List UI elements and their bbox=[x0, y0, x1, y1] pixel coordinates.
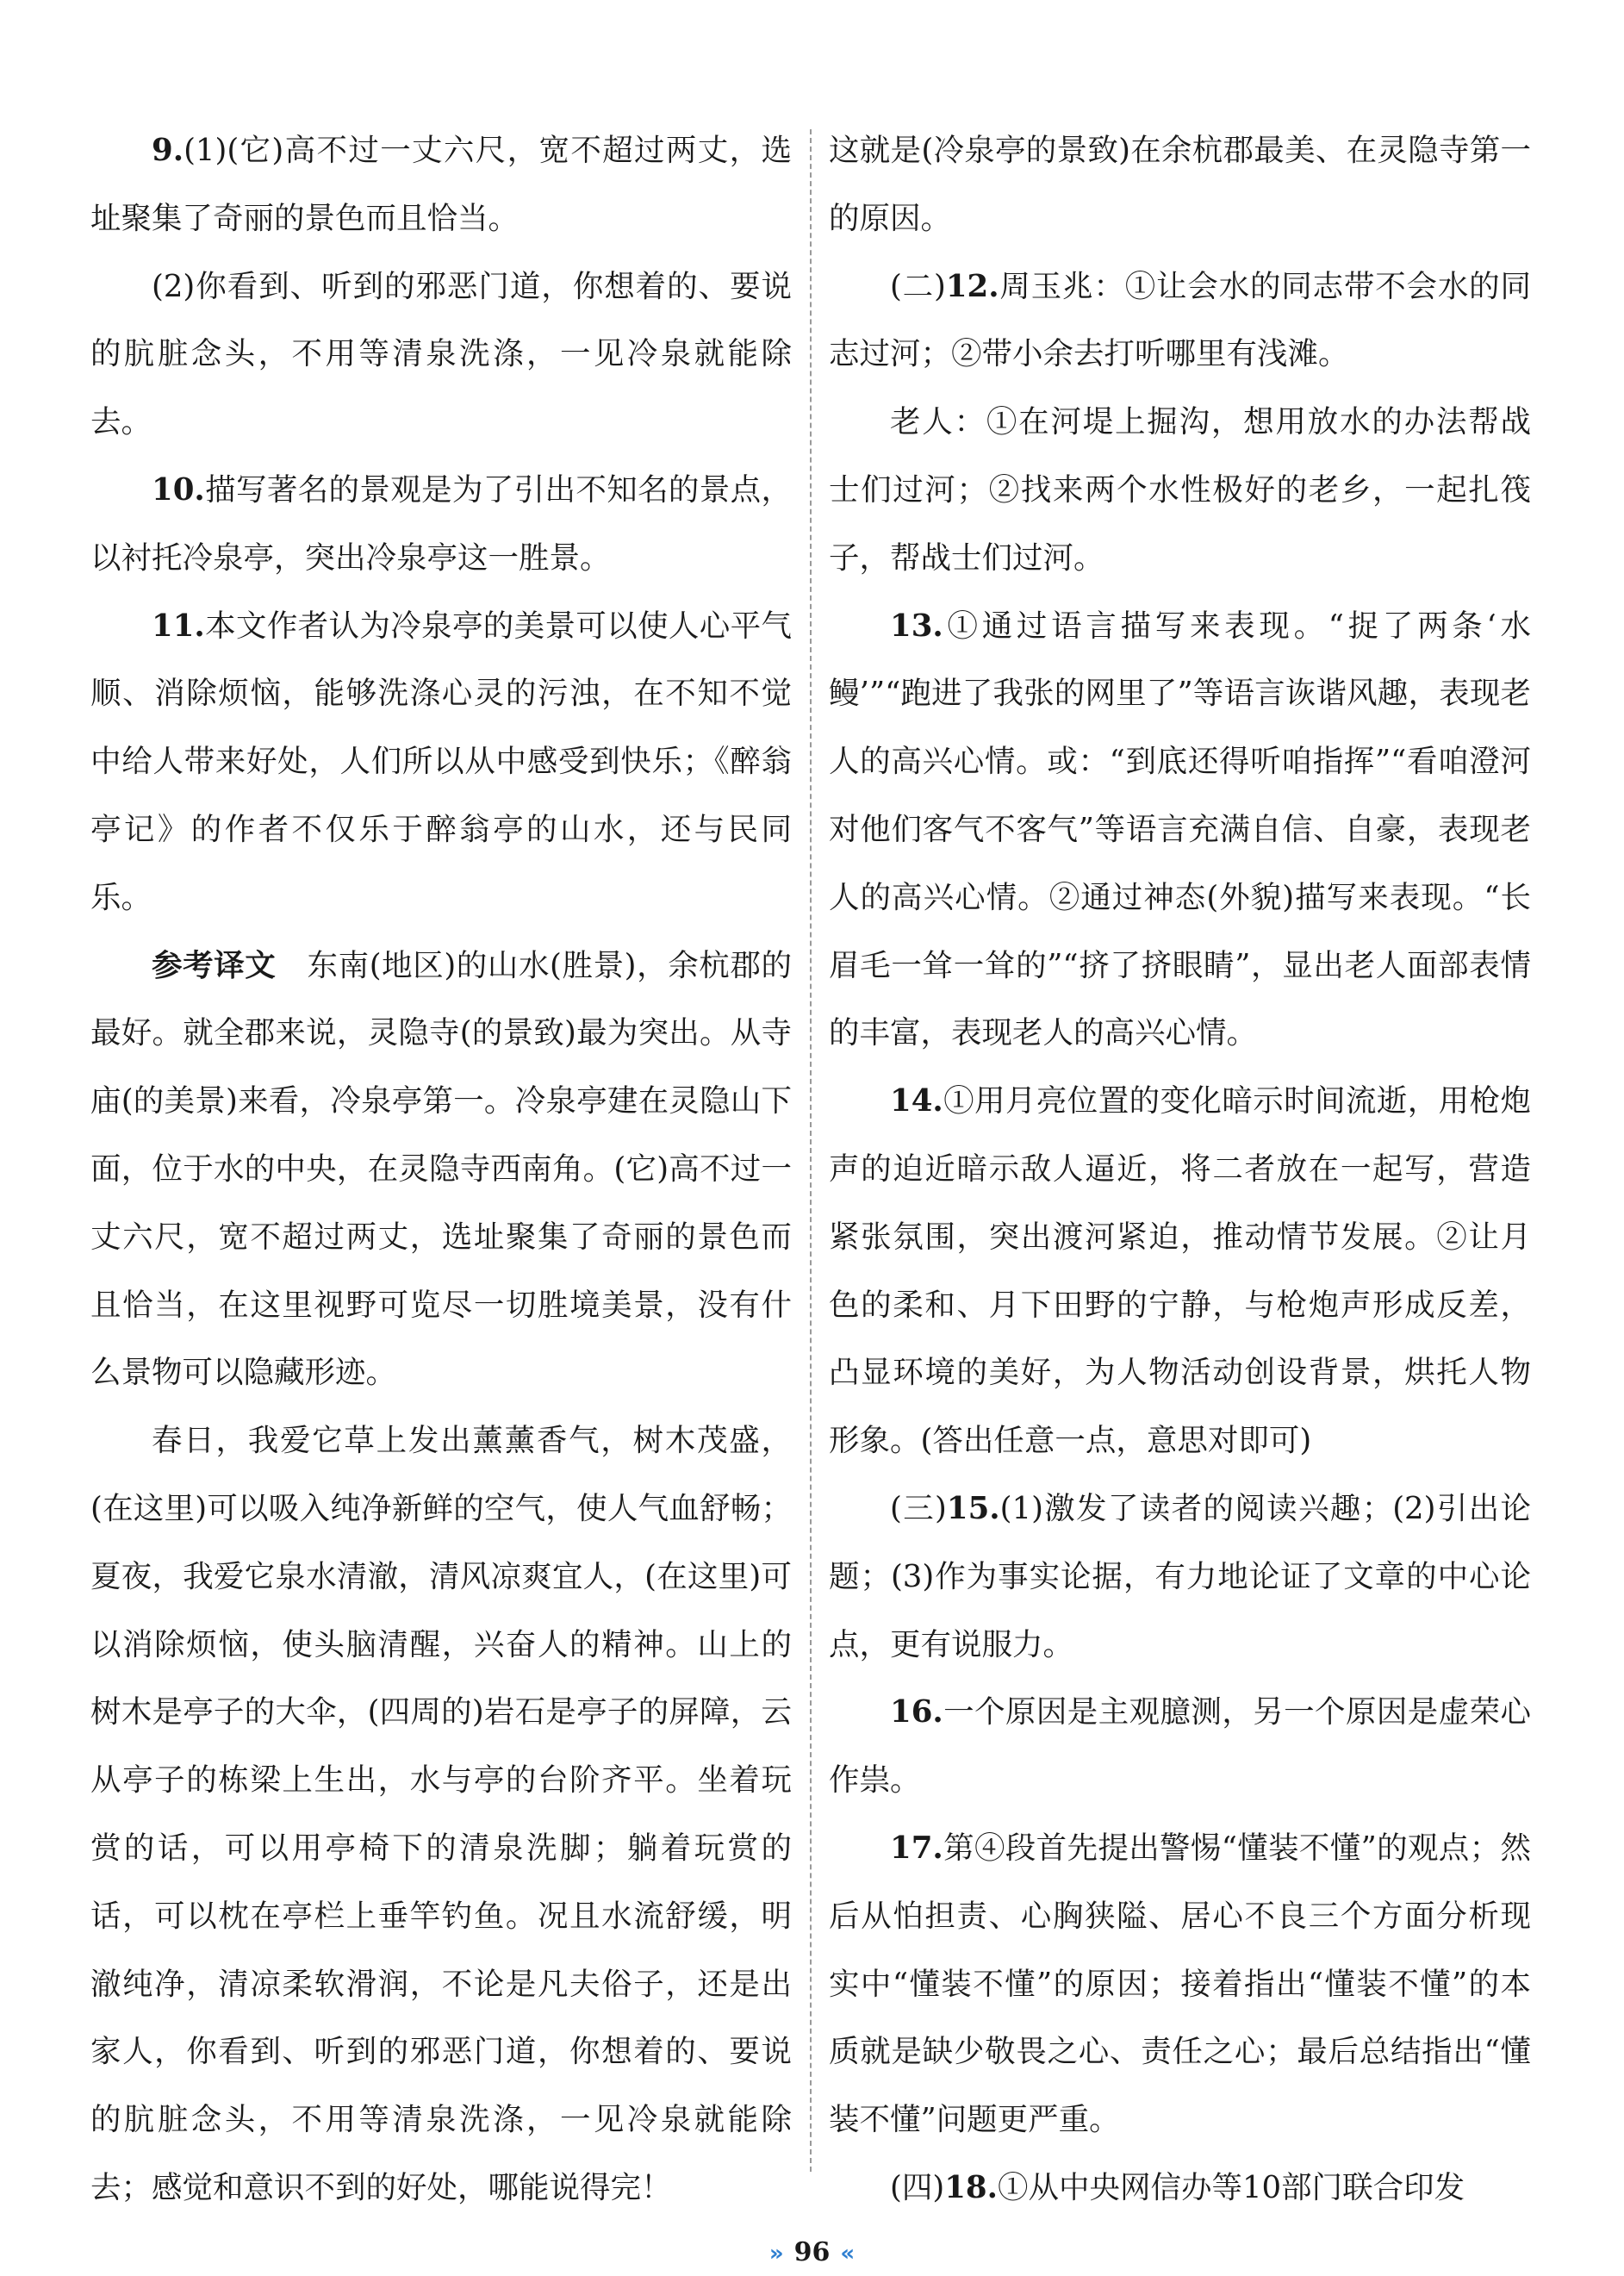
question-number: 13. bbox=[890, 608, 943, 644]
reference-translation-p2: 春日，我爱它草上发出薰薰香气，树木茂盛，(在这里)可以吸入纯净新鲜的空气，使人气血舒畅；夏夜，我爱它泉水清澈，清风凉爽宜人，(在这里)可以消除烦恼，使头脑清醒，兴奋人的精神。山上的树木是亭子的大伞，(四周的)岩石是亭子的屏障，云从亭子的栋梁上生出，水与亭的台阶齐平。坐着玩赏的话，可以用亭椅下的清泉洗脚；躺着玩赏的话，可以枕在亭栏上垂竿钓鱼。况且水流舒缓，明澈纯净，清凉柔软滑润，不论是凡夫俗子，还是出家人，你看到、听到的邪恶门道，你想着的、要说的肮脏念头，不用等清泉洗涤，一见冷泉就能除去；感觉和意识不到的好处，哪能说得完！ bbox=[90, 1423, 792, 2205]
section-marker: (二) bbox=[890, 268, 946, 304]
question-number: 18. bbox=[944, 2169, 998, 2205]
section-marker: (三) bbox=[890, 1490, 947, 1526]
reference-translation-p1: 参考译文 东南(地区)的山水(胜景)，余杭郡的最好。就全郡来说，灵隐寺(的景致)最为突出。从寺庙(的美景)来看，冷泉亭第一。冷泉亭建在灵隐山下面，位于水的中央，在灵隐寺西南角。(它)高不过一丈六尺，宽不超过两丈，选址聚集了奇丽的景色而且恰当，在这里视野可览尽一切胜境美景，没有什么景物可以隐藏形迹。 bbox=[90, 947, 792, 1391]
question-number: 11. bbox=[152, 608, 205, 644]
right-arrow-icon: » bbox=[768, 2241, 784, 2267]
left-arrow-icon: « bbox=[840, 2241, 856, 2267]
question-number: 16. bbox=[890, 1694, 943, 1730]
page-footer bbox=[0, 2237, 1624, 2267]
left-column bbox=[90, 117, 792, 2223]
answer-11: 11.本文作者认为冷泉亭的美景可以使人心平气顺、消除烦恼，能够洗涤心灵的污浊，在不知不觉中给人带来好处，人们所以从中感受到快乐；《醉翁亭记》的作者不仅乐于醉翁亭的山水，还与民同乐。 bbox=[90, 608, 792, 915]
answer-9-part2: (2)你看到、听到的邪恶门道，你想着的、要说的肮脏念头，不用等清泉洗涤，一见冷泉就能除去。 bbox=[90, 268, 792, 440]
answer-17: 17.第④段首先提出警惕“懂装不懂”的观点；然后从怕担责、心胸狭隘、居心不良三个方面分析现实中“懂装不懂”的原因；接着指出“懂装不懂”的本质就是缺少敬畏之心、责任之心；最后总结指出“懂装不懂”问题更严重。 bbox=[829, 1830, 1531, 2138]
answer-10: 10.描写著名的景观是为了引出不知名的景点，以衬托冷泉亭，突出冷泉亭这一胜景。 bbox=[90, 471, 792, 576]
answer-12-part2: 老人：①在河堤上掘沟，想用放水的办法帮战士们过河；②找来两个水性极好的老乡，一起扎筏子，帮战士们过河。 bbox=[829, 404, 1531, 576]
column-divider bbox=[810, 129, 812, 2172]
continued-translation: 这就是(冷泉亭的景致)在余杭郡最美、在灵隐寺第一的原因。 bbox=[829, 133, 1531, 236]
answer-18: (四)18.①从中央网信办等10部门联合印发 bbox=[890, 2169, 1465, 2205]
question-number: 14. bbox=[890, 1083, 943, 1119]
question-number: 15. bbox=[946, 1490, 1000, 1526]
answer-13: 13.①通过语言描写来表现。“捉了两条‘水鳗’”“跑进了我张的网里了”等语言诙谐风趣，表现老人的高兴心情。或：“到底还得听咱指挥”“看咱澄河对他们客气不客气”等语言充满自信、自豪，表现老人的高兴心情。②通过神态(外貌)描写来表现。“长眉毛一耸一耸的”“挤了挤眼睛”，显出老人面部表情的丰富，表现老人的高兴心情。 bbox=[829, 608, 1531, 1051]
right-column bbox=[829, 117, 1531, 2223]
question-number: 9. bbox=[152, 133, 184, 168]
answer-12-part1: (二)12.周玉兆：①让会水的同志带不会水的同志过河；②带小余去打听哪里有浅滩。 bbox=[829, 268, 1531, 372]
section-marker: (四) bbox=[890, 2169, 945, 2205]
reference-translation-label: 参考译文 bbox=[152, 947, 277, 983]
answer-15: (三)15.(1)激发了读者的阅读兴趣；(2)引出论题；(3)作为事实论据，有力地论证了文章的中心论点，更有说服力。 bbox=[829, 1490, 1532, 1662]
question-number: 17. bbox=[890, 1830, 943, 1866]
question-number: 10. bbox=[152, 471, 205, 508]
answer-9-part1: 9.(1)(它)高不过一丈六尺，宽不超过两丈，选址聚集了奇丽的景色而且恰当。 bbox=[90, 133, 792, 236]
page-number: 96 bbox=[793, 2237, 831, 2267]
answer-14: 14.①用月亮位置的变化暗示时间流逝，用枪炮声的迫近暗示敌人逼近，将二者放在一起写，营造紧张氛围，突出渡河紧迫，推动情节发展。②让月色的柔和、月下田野的宁静，与枪炮声形成反差，凸显环境的美好，为人物活动创设背景，烘托人物形象。(答出任意一点，意思对即可) bbox=[829, 1083, 1531, 1459]
question-number: 12. bbox=[945, 268, 999, 304]
answer-16: 16.一个原因是主观臆测，另一个原因是虚荣心作祟。 bbox=[829, 1694, 1531, 1799]
